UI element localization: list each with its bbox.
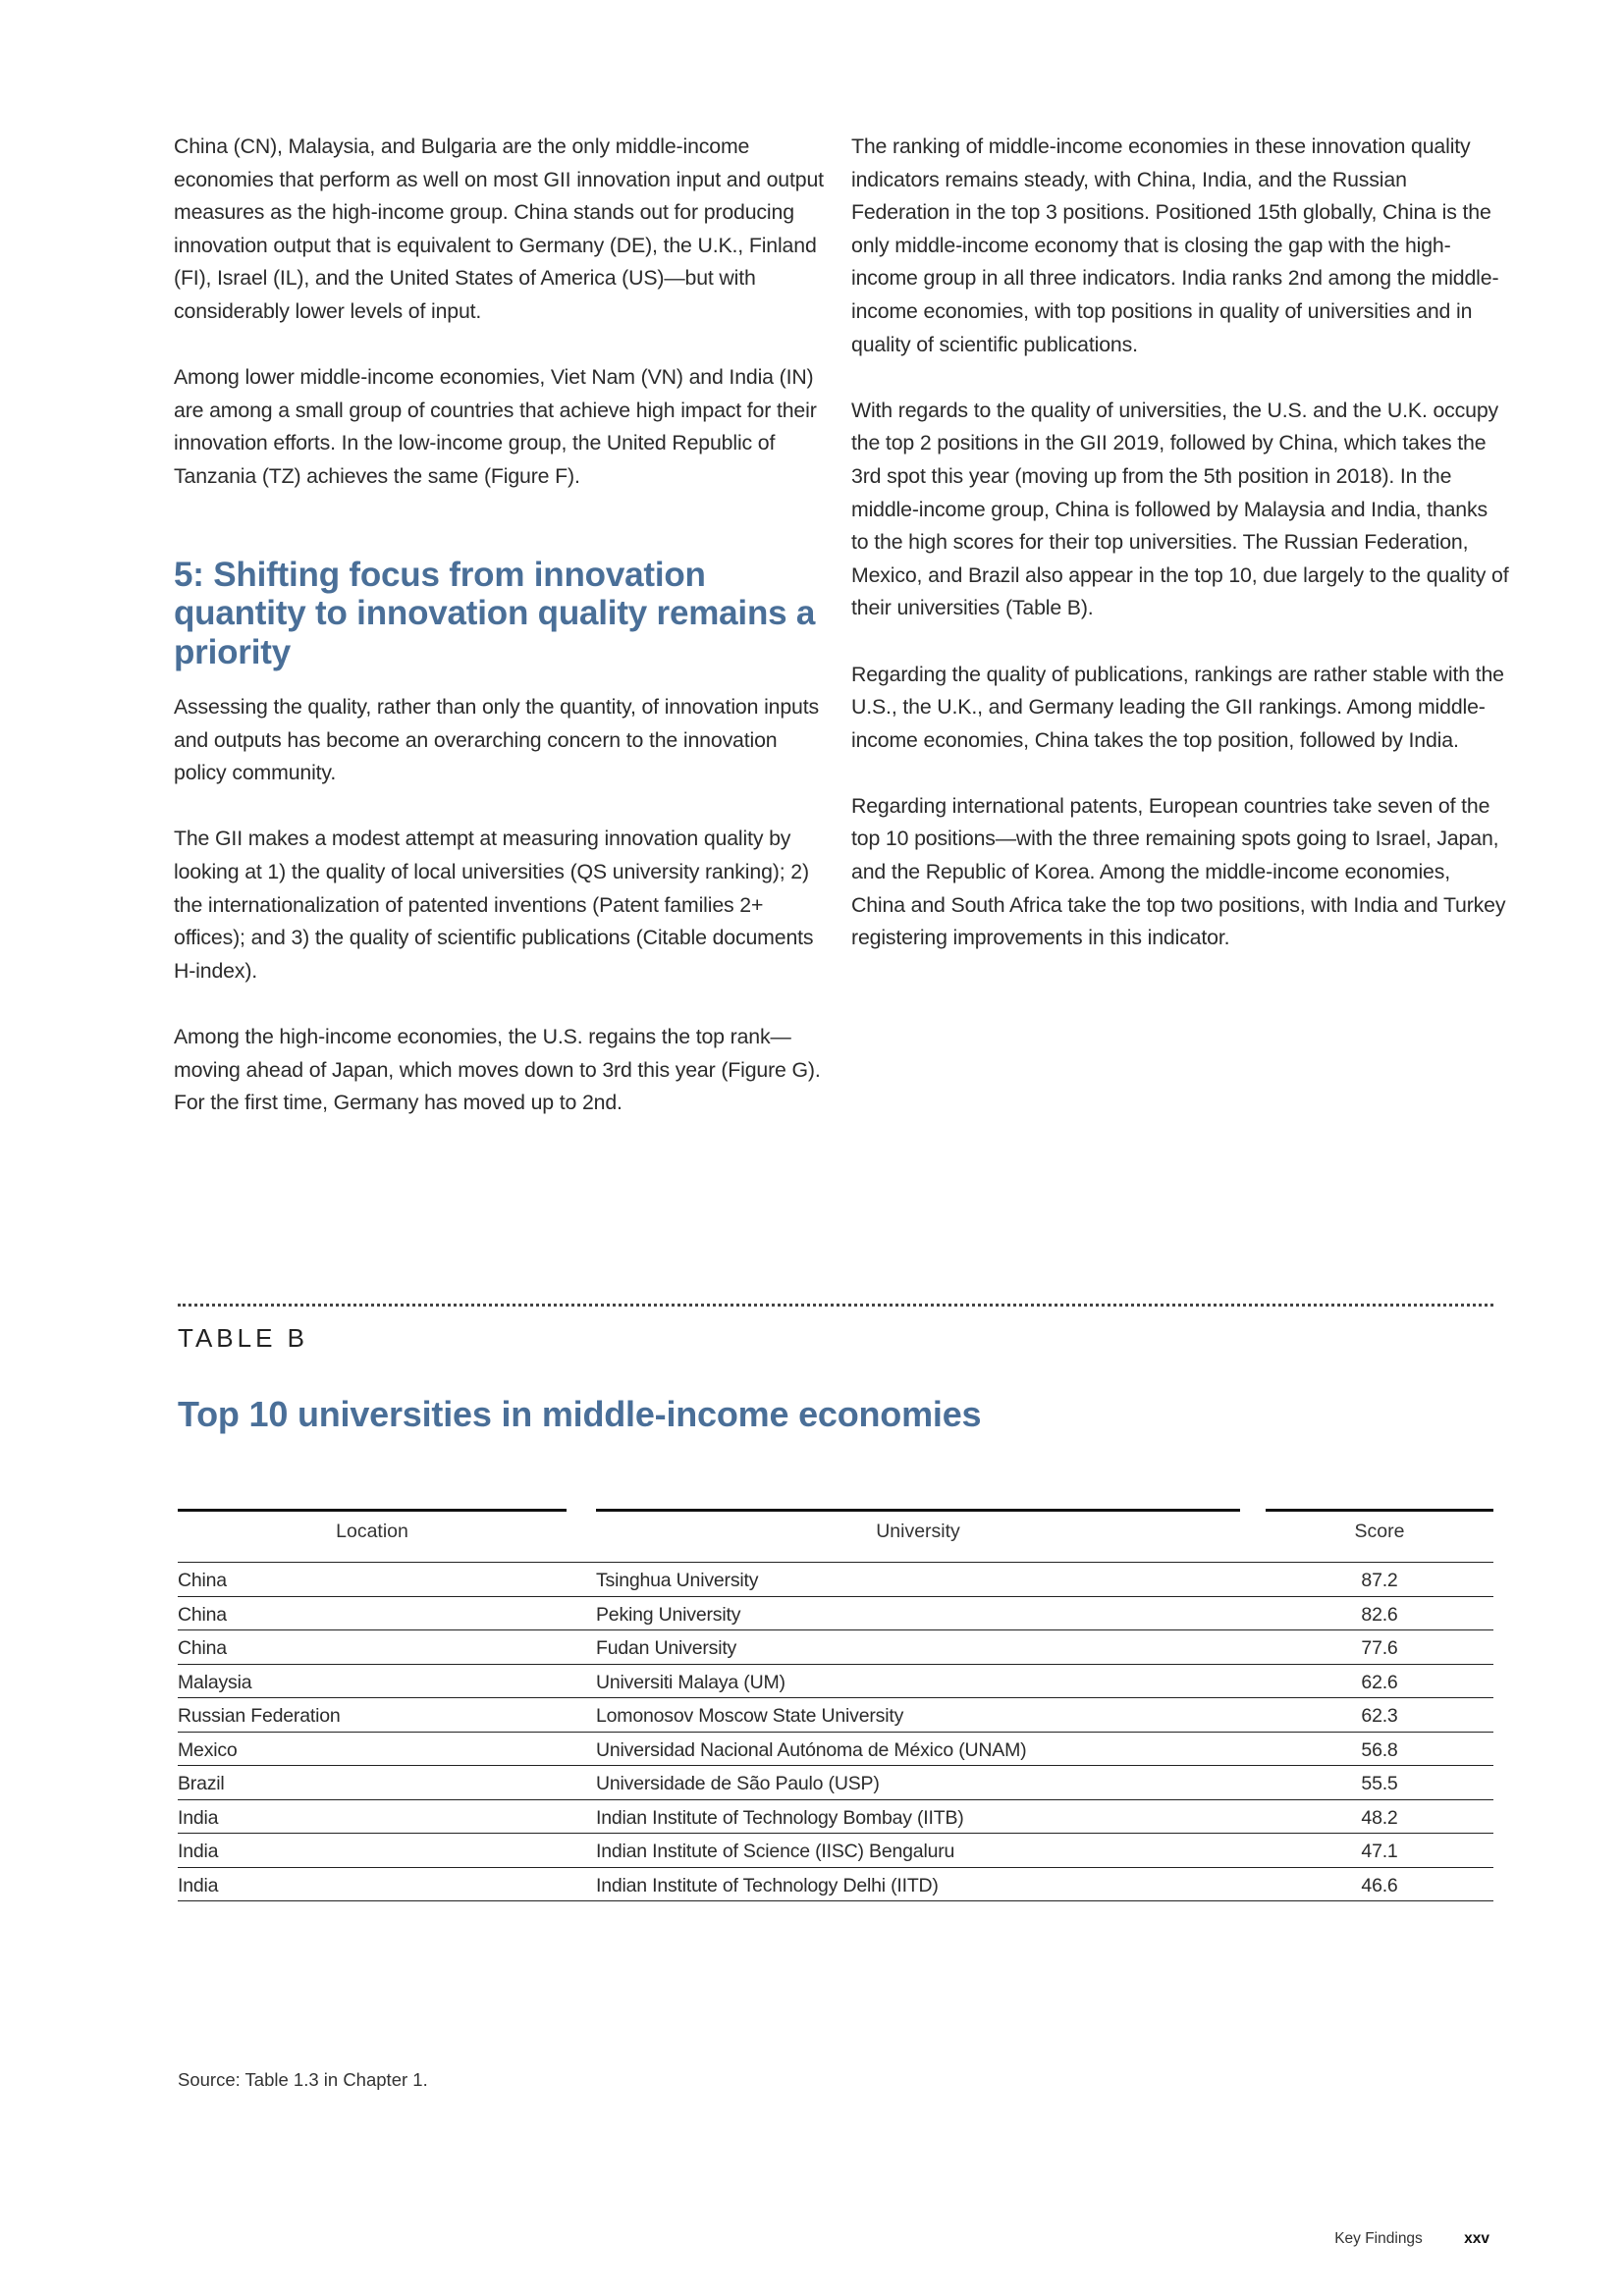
column-header-score: Score	[1266, 1509, 1493, 1562]
table-row	[178, 1834, 1493, 1868]
table-label: TABLE B	[178, 1323, 309, 1353]
cell-score: 47.1	[1361, 1841, 1398, 1862]
cell-university: Universiti Malaya (UM)	[596, 1671, 785, 1693]
cell-location: China	[178, 1637, 227, 1659]
table-row	[178, 1630, 1493, 1665]
left-column	[174, 131, 832, 1152]
cell-university: Lomonosov Moscow State University	[596, 1705, 904, 1727]
table-row	[178, 1800, 1493, 1835]
cell-university: Fudan University	[596, 1637, 737, 1659]
cell-score: 48.2	[1361, 1806, 1398, 1829]
paragraph: Among the high-income economies, the U.S. regains the top rank—moving ahead of Japan, which moves down to 3rd this year (Figure G). For the first time, Germany has moved up to 2nd.	[174, 1024, 821, 1115]
dotted-divider	[178, 1304, 1493, 1307]
cell-location: India	[178, 1841, 219, 1862]
column-header-location: Location	[178, 1509, 567, 1562]
table-title: Top 10 universities in middle-income economies	[178, 1394, 982, 1434]
cell-location: Malaysia	[178, 1671, 252, 1693]
cell-university: Tsinghua University	[596, 1570, 759, 1591]
table-row	[178, 1733, 1493, 1767]
column-header-university: University	[596, 1509, 1240, 1562]
cell-location: India	[178, 1874, 219, 1896]
cell-score: 55.5	[1361, 1773, 1398, 1794]
page-number: xxv	[1464, 2230, 1489, 2247]
cell-university: Indian Institute of Science (IISC) Bengaluru	[596, 1841, 955, 1862]
table-row	[178, 1766, 1493, 1800]
cell-score: 46.6	[1361, 1874, 1398, 1896]
table-source-note: Source: Table 1.3 in Chapter 1.	[178, 2069, 428, 2090]
cell-score: 87.2	[1361, 1570, 1398, 1591]
cell-score: 62.3	[1361, 1705, 1398, 1727]
cell-score: 82.6	[1361, 1603, 1398, 1626]
paragraph: With regards to the quality of universities, the U.S. and the U.K. occupy the top 2 positions in the GII 2019, followed by China, which takes the 3rd spot this year (moving up from the 5th position in 2018). In the middle-income group, China is followed by Malaysia and India, thanks to the high scores for their top universities. The Russian Federation, Mexico, and Brazil also appear in the top 10, due largely to the quality of their universities (Table B).	[851, 398, 1509, 620]
paragraph: The ranking of middle-income economies in these innovation quality indicators remains steady, with China, India, and the Russian Federation in the top 3 positions. Positioned 15th globally, China is the only middle-income economy that is closing the gap with the high-income group in all three indicators. India ranks 2nd among the middle-income economies, with top positions in quality of universities and in quality of scientific publications.	[851, 134, 1499, 356]
section-heading: 5: Shifting focus from innovation quantity to innovation quality remains a priority	[174, 555, 816, 671]
right-column	[851, 131, 1509, 988]
cell-location: China	[178, 1570, 227, 1591]
cell-location: Mexico	[178, 1738, 238, 1761]
cell-university: Universidade de São Paulo (USP)	[596, 1773, 880, 1794]
cell-score: 77.6	[1361, 1637, 1398, 1659]
cell-score: 62.6	[1361, 1671, 1398, 1693]
cell-location: India	[178, 1806, 219, 1829]
cell-university: Universidad Nacional Autónoma de México (UNAM)	[596, 1738, 1027, 1761]
paragraph: Among lower middle-income economies, Viet Nam (VN) and India (IN) are among a small group of countries that achieve high impact for their innovation efforts. In the low-income group, the United Republic of Tanzania (TZ) achieves the same (Figure F).	[174, 365, 817, 488]
paragraph: China (CN), Malaysia, and Bulgaria are the only middle-income economies that perform as well on most GII innovation input and output measures as the high-income group. China stands out for producing innovation output that is equivalent to Germany (DE), the U.K., Finland (FI), Israel (IL), and the United States of America (US)—but with considerably lower levels of input.	[174, 134, 824, 323]
table-row	[178, 1868, 1493, 1902]
paragraph: The GII makes a modest attempt at measuring innovation quality by looking at 1) the quality of local universities (QS university ranking); 2) the internationalization of patented inventions (Patent families 2+ offices); and 3) the quality of scientific publications (Citable documents H-index).	[174, 827, 814, 983]
table-row	[178, 1665, 1493, 1699]
cell-university: Peking University	[596, 1603, 741, 1626]
table-body	[178, 1563, 1493, 1901]
cell-location: Brazil	[178, 1773, 225, 1794]
cell-score: 56.8	[1361, 1738, 1398, 1761]
table-header	[178, 1509, 1493, 1563]
footer-section-name: Key Findings	[1334, 2230, 1423, 2247]
paragraph: Regarding the quality of publications, rankings are rather stable with the U.S., the U.K., and Germany leading the GII rankings. Among middle-income economies, China takes the top position, followed by India.	[851, 662, 1504, 752]
page-footer	[1334, 2230, 1489, 2248]
paragraph: Assessing the quality, rather than only the quantity, of innovation inputs and outputs has become an overarching concern to the innovation policy community.	[174, 695, 820, 785]
cell-university: Indian Institute of Technology Delhi (IITD)	[596, 1874, 939, 1896]
cell-university: Indian Institute of Technology Bombay (IITB)	[596, 1806, 964, 1829]
cell-location: Russian Federation	[178, 1705, 341, 1727]
table-row	[178, 1597, 1493, 1631]
universities-table	[178, 1509, 1493, 1901]
paragraph: Regarding international patents, European countries take seven of the top 10 positions—with the three remaining spots going to Israel, Japan, and the Republic of Korea. Among the middle-income economies, China and South Africa take the top two positions, with India and Turkey registering improvements in this indicator.	[851, 793, 1506, 950]
table-row	[178, 1563, 1493, 1597]
cell-location: China	[178, 1603, 227, 1626]
table-row	[178, 1698, 1493, 1733]
